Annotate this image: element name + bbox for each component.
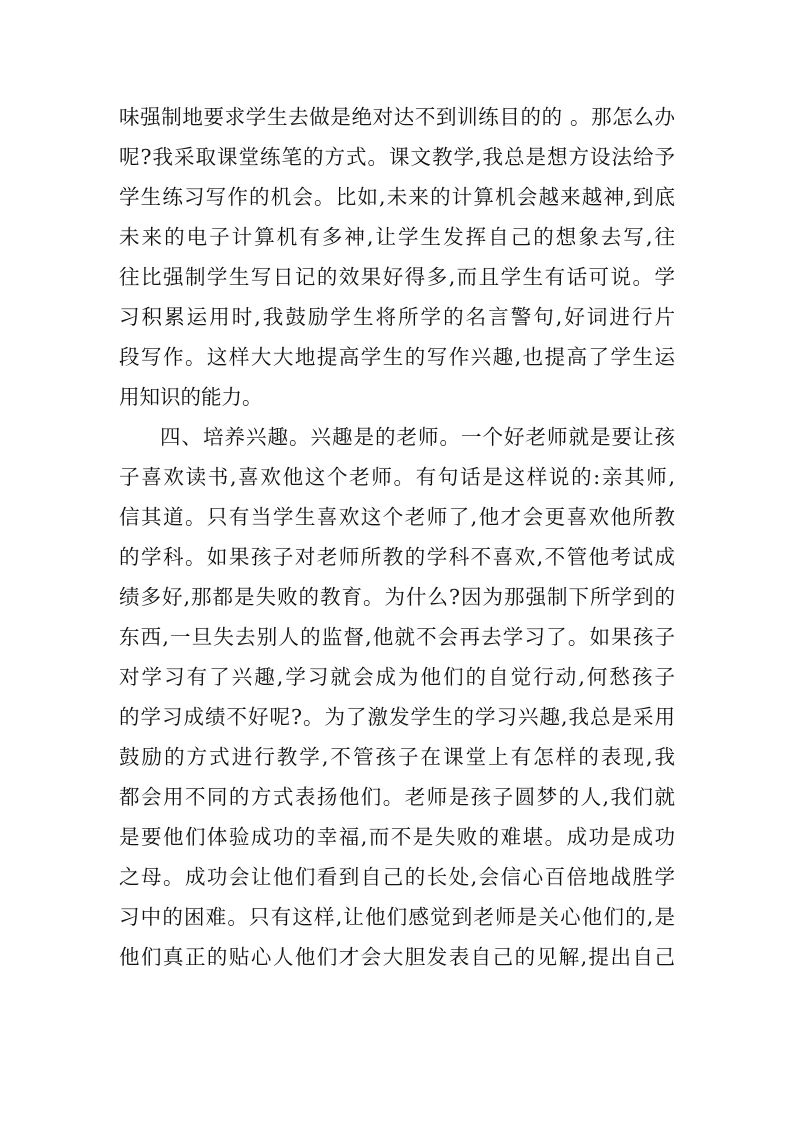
body-text	[119, 97, 675, 977]
text-line: 未来的电子计算机有多神,让学生发挥自己的想象去写,往	[119, 225, 675, 249]
text-line: 绩多好,那都是失败的教育。为什么?因为那强制下所学到的	[119, 585, 675, 609]
text-line: 用知识的能力。	[119, 385, 263, 409]
text-line: 四、培养兴趣。兴趣是的老师。一个好老师就是要让孩	[160, 425, 675, 449]
text-line: 之母。成功会让他们看到自己的长处,会信心百倍地战胜学	[119, 865, 675, 889]
text-line: 东西,一旦失去别人的监督,他就不会再去学习了。如果孩子	[119, 625, 675, 649]
text-line: 信其道。只有当学生喜欢这个老师了,他才会更喜欢他所教	[119, 505, 675, 529]
text-line: 鼓励的方式进行教学,不管孩子在课堂上有怎样的表现,我	[119, 745, 675, 769]
text-line: 学生练习写作的机会。比如,未来的计算机会越来越神,到底	[119, 185, 675, 209]
text-line: 习中的困难。只有这样,让他们感觉到老师是关心他们的,是	[119, 905, 675, 929]
text-line: 对学习有了兴趣,学习就会成为他们的自觉行动,何愁孩子	[119, 665, 675, 689]
text-line: 习积累运用时,我鼓励学生将所学的名言警句,好词进行片	[119, 305, 675, 329]
text-line: 的学习成绩不好呢?。为了激发学生的学习兴趣,我总是采用	[119, 705, 675, 729]
text-line: 他们真正的贴心人他们才会大胆发表自己的见解,提出自己	[119, 945, 675, 969]
text-line: 呢?我采取课堂练笔的方式。课文教学,我总是想方设法给予	[119, 145, 675, 169]
text-line: 味强制地要求学生去做是绝对达不到训练目的的 。那怎么办	[119, 105, 675, 129]
text-line: 的学科。如果孩子对老师所教的学科不喜欢,不管他考试成	[119, 545, 675, 569]
text-line: 段写作。这样大大地提高学生的写作兴趣,也提高了学生运	[119, 345, 675, 369]
text-line: 都会用不同的方式表扬他们。老师是孩子圆梦的人,我们就	[119, 785, 675, 809]
text-line: 往比强制学生写日记的效果好得多,而且学生有话可说。学	[119, 265, 675, 289]
text-line: 子喜欢读书,喜欢他这个老师。有句话是这样说的:亲其师,	[119, 465, 675, 489]
text-line: 是要他们体验成功的幸福,而不是失败的难堪。成功是成功	[119, 825, 675, 849]
